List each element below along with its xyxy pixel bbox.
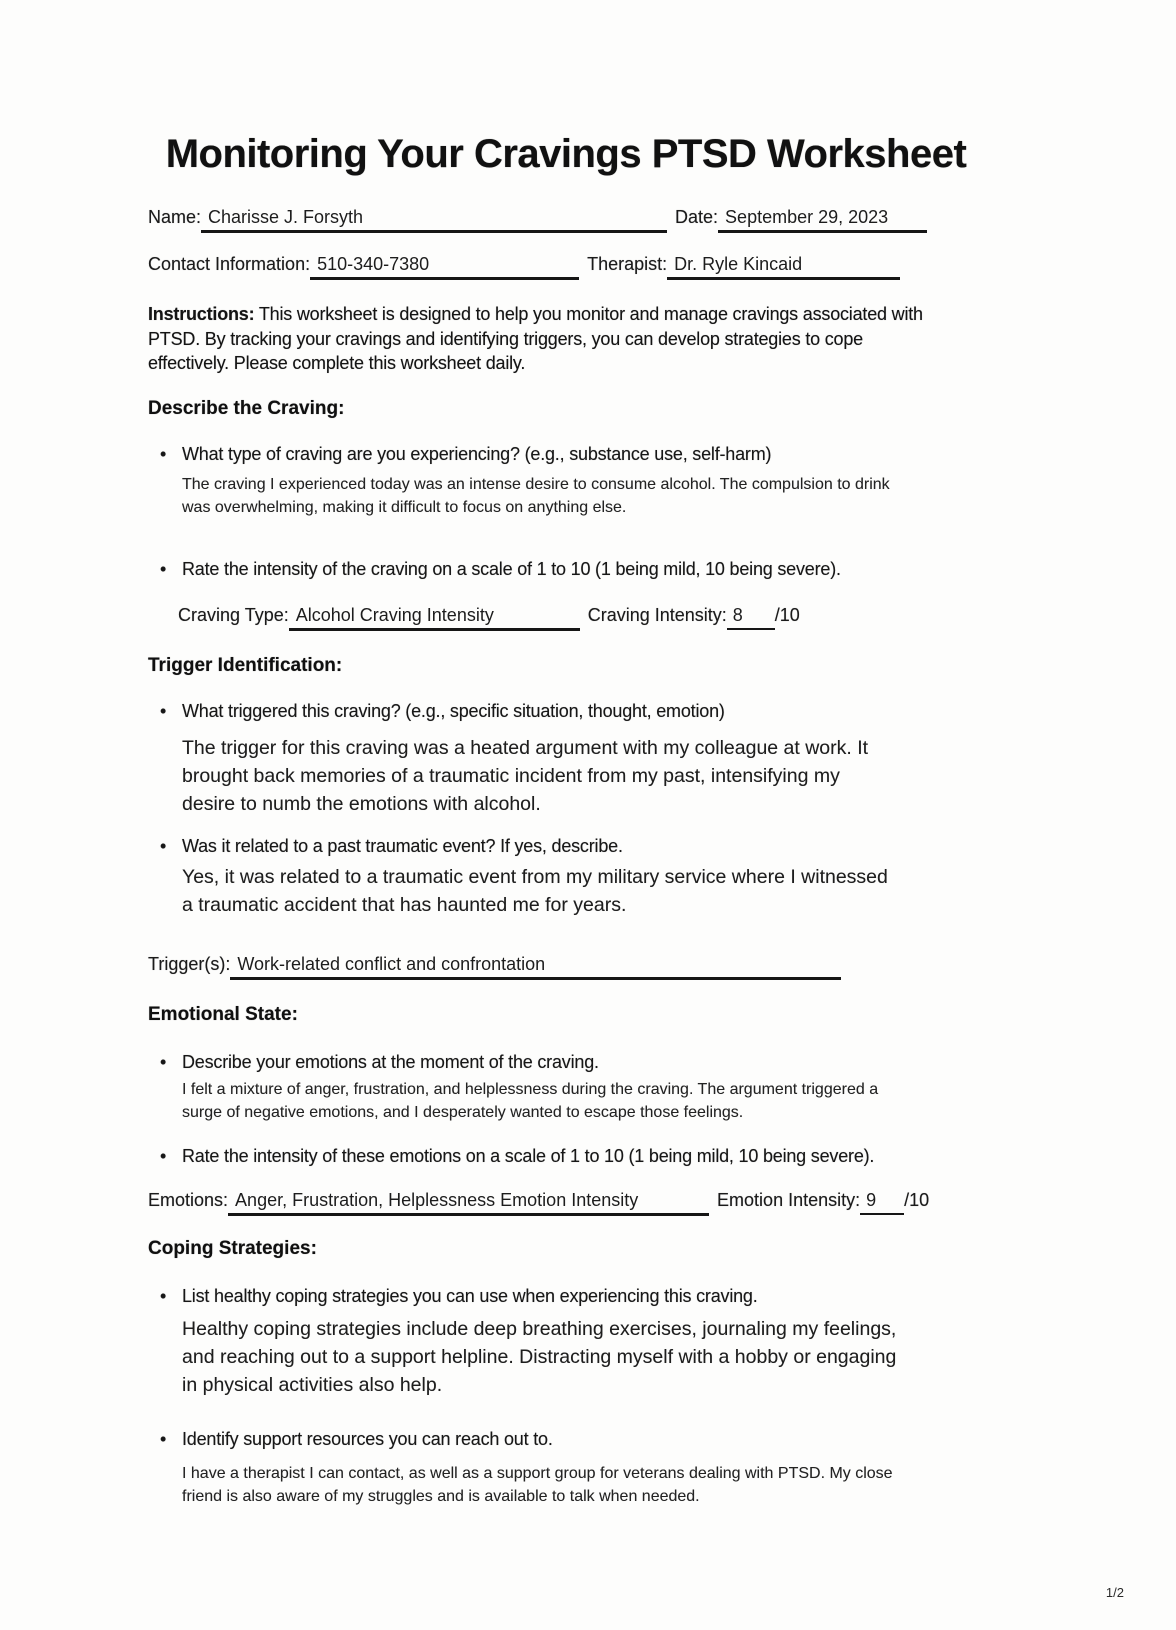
date-field [718,206,927,233]
bullet-icon [160,559,182,580]
therapist-label: Therapist: [587,254,668,274]
emotions-value: Anger, Frustration, Helplessness Emotion Intensity [235,1189,639,1210]
question-past-event [160,836,948,857]
name-value: Charisse J. Forsyth [208,207,364,227]
instructions-text: This worksheet is designed to help you monitor and manage cravings associated with PTSD. By tracking your cravings and identifying triggers, you can develop strategies to cope effectively. Please complete this worksheet daily. [148,304,923,373]
page-title: Monitoring Your Cravings PTSD Worksheet [165,132,967,176]
question-craving-type [160,444,948,465]
contact-label: Contact Information: [148,254,311,274]
question-craving-intensity [160,559,948,580]
craving-type-value: Alcohol Craving Intensity [295,604,494,625]
contact-field [310,253,579,280]
bullet-icon [160,836,182,857]
bullet-icon [160,444,182,465]
question-text: Rate the intensity of these emotions on a scale of 1 to 10 (1 being mild, 10 being severe). [182,1145,875,1166]
craving-type-label: Craving Type: [178,604,289,625]
section-heading-describe-craving: Describe the Craving: [148,397,345,419]
question-text: Describe your emotions at the moment of the craving. [182,1051,599,1072]
worksheet-content [148,0,967,1508]
emotion-intensity-field [860,1190,904,1215]
question-text: Rate the intensity of the craving on a scale of 1 to 10 (1 being mild, 10 being severe). [182,558,841,579]
bullet-icon [160,701,182,722]
emotions-field [228,1189,709,1216]
craving-intensity-label: Craving Intensity: [587,604,727,625]
craving-intensity-field [727,605,775,630]
therapist-field [667,253,900,280]
answer-craving-type: The craving I experienced today was an intense desire to consume alcohol. The compulsion to drink was overwhelming, making it difficult to focus on anything else. [182,475,890,516]
instructions-paragraph [148,302,946,376]
name-date-row [148,206,948,233]
instructions-label: Instructions: [148,304,255,324]
question-coping [160,1286,948,1307]
question-text: List healthy coping strategies you can use when experiencing this craving. [182,1285,758,1306]
triggers-label: Trigger(s): [148,953,231,974]
section-heading-trigger-identification: Trigger Identification: [148,654,343,676]
page-indicator: 1/2 [1105,1585,1124,1600]
emotion-intensity-suffix: /10 [904,1189,930,1210]
triggers-value: Work-related conflict and confrontation [237,953,546,974]
therapist-value: Dr. Ryle Kincaid [674,254,803,274]
bullet-icon [160,1429,182,1450]
bullet-icon [160,1052,182,1073]
bullet-icon [160,1286,182,1307]
craving-intensity-suffix: /10 [774,604,800,625]
emotions-row [148,1189,948,1216]
triggers-row [148,953,948,980]
question-emotions [160,1052,948,1073]
section-heading-coping-strategies: Coping Strategies: [148,1237,317,1259]
question-text: Identify support resources you can reach out to. [182,1428,553,1449]
answer-trigger: The trigger for this craving was a heated argument with my colleague at work. It brought back memories of a traumatic incident from my past, intensifying my desire to numb the emotions with alcohol. [182,736,869,815]
question-emotion-intensity [160,1146,948,1167]
answer-coping: Healthy coping strategies include deep breathing exercises, journaling my feelings, and reaching out to a support helpline. Distracting myself with a hobby or engaging in physical activities also help. [182,1317,897,1396]
question-support [160,1429,948,1450]
answer-emotions: I felt a mixture of anger, frustration, and helplessness during the craving. The argument triggered a surge of negative emotions, and I desperately wanted to escape those feelings. [182,1080,879,1121]
craving-intensity-value: 8 [732,604,743,625]
craving-type-row [178,604,948,631]
question-text: What triggered this craving? (e.g., specific situation, thought, emotion) [182,700,725,721]
answer-past-event: Yes, it was related to a traumatic event from my military service where I witnessed a traumatic accident that has haunted me for years. [182,865,888,916]
bullet-icon [160,1146,182,1167]
question-text: What type of craving are you experiencing? (e.g., substance use, self-harm) [182,443,772,464]
date-value: September 29, 2023 [725,207,889,227]
name-field [201,206,667,233]
question-trigger [160,701,948,722]
section-heading-emotional-state: Emotional State: [148,1003,298,1025]
triggers-field [230,953,841,980]
name-label: Name: [148,207,202,227]
contact-therapist-row [148,253,948,280]
craving-type-field [289,604,580,631]
emotions-label: Emotions: [148,1189,229,1210]
question-text: Was it related to a past traumatic event? If yes, describe. [182,835,623,856]
emotion-intensity-label: Emotion Intensity: [717,1189,861,1210]
answer-support: I have a therapist I can contact, as well as a support group for veterans dealing with PTSD. My close friend is also aware of my struggles and is available to talk when needed. [182,1464,893,1505]
date-label: Date: [675,207,719,227]
emotion-intensity-value: 9 [866,1189,877,1210]
contact-value: 510-340-7380 [317,254,430,274]
